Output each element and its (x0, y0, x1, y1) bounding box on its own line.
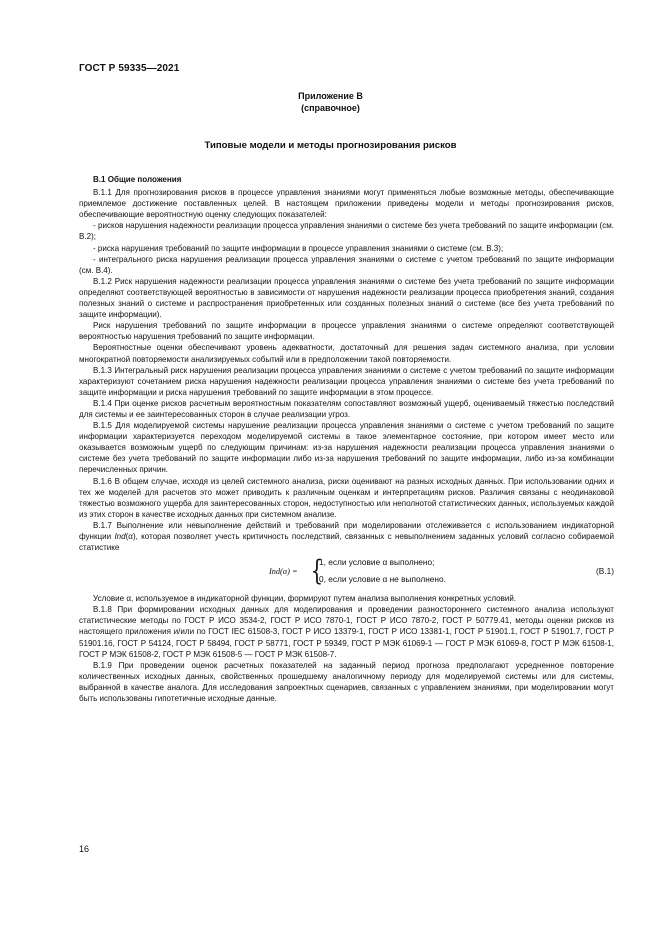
paragraph: В.1.8 При формировании исходных данных для моделирования и проведении разностороннего системного анализа используют статистические методы по ГОСТ Р ИСО 3534-2, ГОСТ Р ИСО 7870-1, ГОСТ Р ИСО 7870-2, ГОСТ Р 50779.41, методы оценки рисков из настоящего приложения и/или по ГОСТ IEC 61508-3, ГОСТ Р ИСО 13379-1, ГОСТ Р ИСО 13381-1, ГОСТ Р 51901.1, ГОСТ Р 51901.7, ГОСТ Р 51901.16, ГОСТ Р 54124, ГОСТ Р 58494, ГОСТ Р 58771, ГОСТ Р 59349, ГОСТ Р МЭК 61069-1 — ГОСТ Р МЭК 61069-8, ГОСТ Р МЭК 61508-1, ГОСТ Р МЭК 61508-2, ГОСТ Р МЭК 61508-5 — ГОСТ Р МЭК 61508-7. (79, 605, 614, 659)
appendix-type: (справочное) (301, 103, 360, 113)
paragraph: В.1.4 При оценке рисков расчетным вероятностным показателям сопоставляют возможный ущерб, оцениваемый тяжестью последствий для системы и ее заинтересованных сторон в случае реализации угроз. (79, 398, 614, 419)
ind-function-name: Ind (114, 532, 126, 541)
document-body (79, 174, 614, 704)
page-number: 16 (79, 844, 90, 854)
document-header-id: ГОСТ Р 59335—2021 (79, 63, 180, 74)
paragraph: В.1.2 Риск нарушения надежности реализации процесса управления знаниями о системе без учета требований по защите информации определяют соответствующей вероятностью в зависимости от нарушения надежности реализации процесса приобретения знаний, создания полезных знаний о системе и распространения приобретенных или созданных полезных знаний о системе (все без учета требований по защите информации). (79, 276, 614, 320)
list-item: - интегрального риска нарушения реализации процесса управления знаниями о системе с учетом требований по защите информации (см. В.4). (79, 254, 614, 275)
paragraph: Условие α, используемое в индикаторной функции, формируют путем анализа выполнения конкретных условий. (93, 594, 517, 604)
ind-function-arg: (α) (125, 532, 136, 541)
paragraph: В.1.9 При проведении оценок расчетных показателей на заданный период прогноза предполагают усредненное повторение количественных исходных данных, свойственных прошедшему аналогичному периоду для моделируемой системы или для системы, выбранной в качестве аналога. Для исследования запроектных сценариев, связанных с управлением знаниями, при моделировании могут быть использованы гипотетичные исходные данные. (79, 660, 614, 704)
list-item: - риска нарушения требований по защите информации в процессе управления знаниями о системе (см. В.3); (93, 243, 504, 253)
paragraph: В.1.6 В общем случае, исходя из целей системного анализа, риски оценивают на разных исходных данных. При использовании одних и тех же моделей для расчетов это может приводить к различным оценкам и интерпретациям рисков. Различия связаны с неодинаковой тяжестью возможного ущерба для заинтересованных сторон, недоступностью или неполнотой статистических данных, используемых каждой из этих сторон в качестве исходных данных при системном анализе. (79, 476, 614, 519)
formula-case-2: 0, если условие α не выполнено. (319, 574, 446, 585)
b17-text-before: В.1.7 Выполнение или невыполнение действий и требований при моделировании отслеживается с использованием индикаторной функции (79, 520, 614, 541)
formula-b1 (79, 556, 614, 590)
b17-text-after: , которая позволяет учесть критичность последствий, связанных с невыполнением заданных условий согласно собираемой статистике (79, 532, 615, 553)
paragraph-b17 (79, 520, 614, 553)
paragraph: Риск нарушения требований по защите информации в процессе управления знаниями о системе определяют соответствующей вероятностью нарушения требований по защите информации. (79, 321, 614, 342)
formula-brace: { (310, 554, 324, 588)
appendix-title: Типовые модели и методы прогнозирования рисков (204, 140, 457, 151)
list-item: - рисков нарушения надежности реализации процесса управления знаниями о системе без учета требований по защите информации (см. В.2); (79, 221, 614, 242)
appendix-name: Приложение В (298, 91, 363, 101)
paragraph: В.1.3 Интегральный риск нарушения реализации процесса управления знаниями о системе с учетом требований по защите информации характеризуют сочетанием риска нарушения надежности реализации процесса управления знаниями о системе без учета требований по защите информации и риска нарушения требований по защите информации в этом процессе. (79, 365, 614, 397)
paragraph: В.1.1 Для прогнозирования рисков в процессе управления знаниями могут применяться любые возможные методы, обеспечивающие приемлемое достижение поставленных целей. В настоящем приложении приведены модели и методы прогнозирования рисков, обеспечивающие вероятностную оценку следующих показателей: (79, 188, 614, 220)
formula-case-1: 1, если условие α выполнено; (319, 557, 435, 568)
formula-number: (В.1) (596, 566, 614, 577)
paragraph: Вероятностные оценки обеспечивают уровень адекватности, достаточный для решения задач системного анализа, при условии многократной повторяемости анализируемых событий или в предположении такой повторяемости. (79, 343, 614, 364)
section-heading: В.1 Общие положения (93, 175, 182, 184)
formula-lhs: Ind(α) = (269, 567, 298, 577)
paragraph: В.1.5 Для моделируемой системы нарушение реализации процесса управления знаниями о системе с учетом требований по защите информации характеризуется переходом моделируемой системы в такое элементарное состояние, при котором имеет место или оказывается возможным ущерб по следующим причинам: из-за нарушения надежности реализации процесса управления знаниями о системе без учета требований по защите информации либо из-за нарушения требований по защите информации, либо из-за комбинации перечисленных причин. (79, 421, 614, 475)
